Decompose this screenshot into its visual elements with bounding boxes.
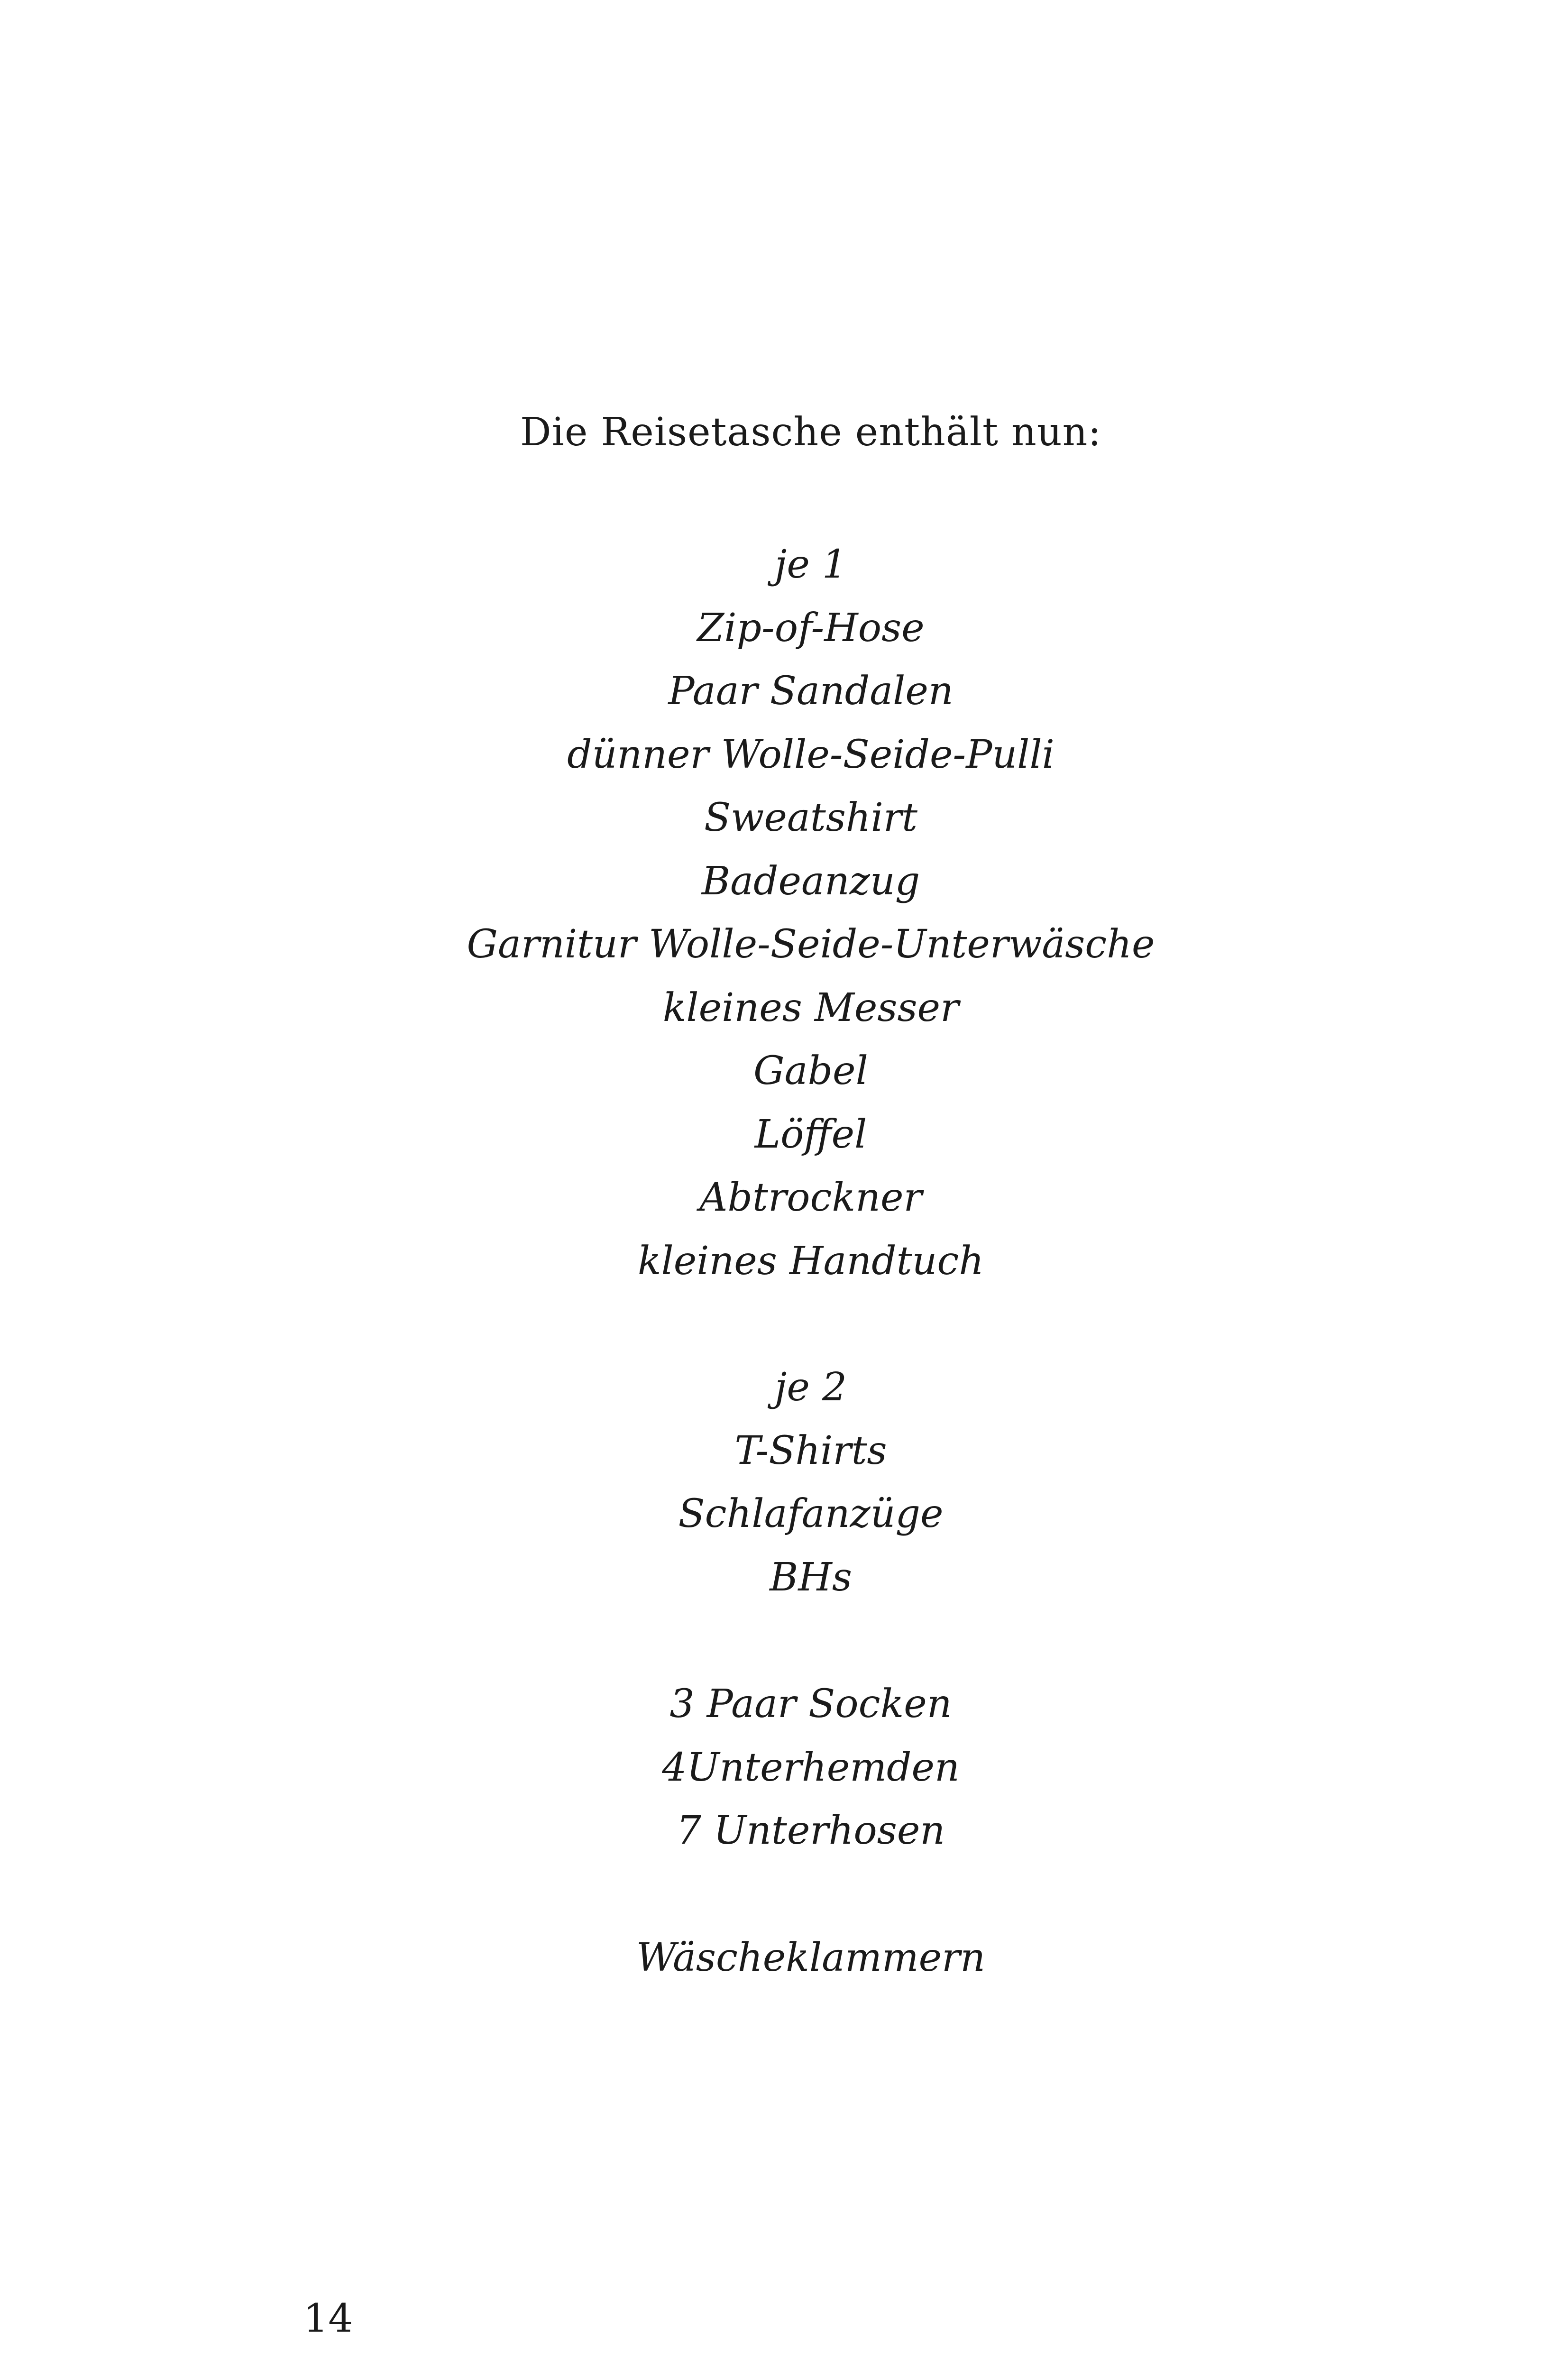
group-counts xyxy=(0,1673,1568,1863)
list-item: kleines Handtuch xyxy=(637,1238,984,1284)
list-item: dünner Wolle-Seide-Pulli xyxy=(567,732,1055,777)
list-item: Wäscheklammern xyxy=(636,1935,986,1980)
group-label-je-2: je 2 xyxy=(774,1365,847,1410)
list-item: Löffel xyxy=(754,1112,867,1157)
list-item: Garnitur Wolle-Seide-Unterwäsche xyxy=(467,922,1155,967)
list-item: Sweatshirt xyxy=(704,795,917,840)
list-heading: Die Reisetasche enthält nun: xyxy=(520,410,1102,455)
list-item: Schlafanzüge xyxy=(678,1491,944,1536)
list-item: T-Shirts xyxy=(734,1428,887,1473)
group-je-1 xyxy=(0,533,1568,1293)
list-item: Paar Sandalen xyxy=(668,669,954,714)
list-item: Gabel xyxy=(753,1048,868,1094)
list-item: 4Unterhemden xyxy=(662,1745,960,1790)
list-item: 7 Unterhosen xyxy=(676,1808,945,1853)
group-je-2 xyxy=(0,1356,1568,1609)
group-misc xyxy=(0,1926,1568,1990)
list-item: kleines Messer xyxy=(662,985,959,1030)
list-item: Abtrockner xyxy=(699,1175,922,1220)
group-label-je-1: je 1 xyxy=(774,542,847,587)
page-number: 14 xyxy=(303,2296,353,2341)
list-item: BHs xyxy=(770,1554,852,1600)
list-item: Badeanzug xyxy=(701,858,920,904)
list-item: 3 Paar Socken xyxy=(669,1682,952,1727)
list-item: Zip-of-Hose xyxy=(697,605,925,651)
